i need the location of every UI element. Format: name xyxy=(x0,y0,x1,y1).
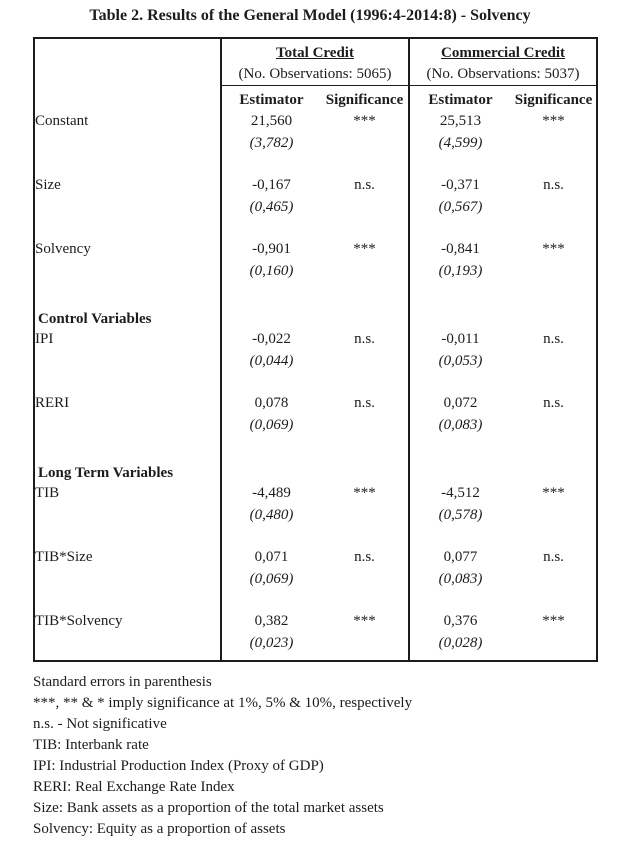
estimator-value: -4,512 xyxy=(409,483,511,505)
spacer-cell xyxy=(321,633,409,655)
section-label: Control Variables xyxy=(38,311,152,327)
significance-value: n.s. xyxy=(543,177,564,193)
row-label: Size xyxy=(35,177,61,193)
estimator-value: 0,072 xyxy=(409,393,511,415)
significance-value: *** xyxy=(353,241,376,257)
section-label: Long Term Variables xyxy=(38,465,174,481)
significance-value: *** xyxy=(542,113,565,129)
significance-value: n.s. xyxy=(543,395,564,411)
corner-cell xyxy=(34,64,221,85)
standard-error: (0,193) xyxy=(409,261,511,283)
estimator-header: Estimator xyxy=(221,85,321,111)
spacer-cell xyxy=(34,633,221,655)
spacer-cell xyxy=(511,133,597,155)
significance-value: n.s. xyxy=(354,549,375,565)
standard-error: (0,053) xyxy=(409,351,511,373)
significance-value: *** xyxy=(353,113,376,129)
note-line: n.s. - Not significative xyxy=(33,716,167,732)
spacer-cell xyxy=(321,569,409,591)
estimator-value: -0,167 xyxy=(221,175,321,197)
note-line: RERI: Real Exchange Rate Index xyxy=(33,779,235,795)
estimator-value: 0,078 xyxy=(221,393,321,415)
significance-value: *** xyxy=(542,613,565,629)
note-line: IPI: Industrial Production Index (Proxy of GDP) xyxy=(33,758,324,774)
spacer-cell xyxy=(321,505,409,527)
standard-error: (4,599) xyxy=(409,133,511,155)
standard-error: (0,069) xyxy=(221,569,321,591)
estimator-value: -4,489 xyxy=(221,483,321,505)
standard-error: (0,567) xyxy=(409,197,511,219)
significance-value: n.s. xyxy=(543,331,564,347)
estimator-value: -0,011 xyxy=(409,329,511,351)
corner-cell xyxy=(34,85,221,111)
spacer-cell xyxy=(34,351,221,373)
standard-error: (0,480) xyxy=(221,505,321,527)
significance-value: *** xyxy=(353,613,376,629)
estimator-value: 0,376 xyxy=(409,611,511,633)
spacer-cell xyxy=(321,261,409,283)
standard-error: (0,083) xyxy=(409,415,511,437)
estimator-value: 25,513 xyxy=(409,111,511,133)
column-group-title: Total Credit xyxy=(276,45,354,61)
spacer-cell xyxy=(511,197,597,219)
standard-error: (0,578) xyxy=(409,505,511,527)
spacer-cell xyxy=(321,415,409,437)
estimator-value: 21,560 xyxy=(221,111,321,133)
significance-value: *** xyxy=(353,485,376,501)
observations-count: (No. Observations: 5037) xyxy=(409,64,597,85)
row-label: IPI xyxy=(35,331,54,347)
standard-error: (0,044) xyxy=(221,351,321,373)
significance-value: n.s. xyxy=(354,331,375,347)
spacer-cell xyxy=(34,133,221,155)
significance-value: n.s. xyxy=(354,395,375,411)
estimator-value: -0,022 xyxy=(221,329,321,351)
significance-value: n.s. xyxy=(354,177,375,193)
spacer-cell xyxy=(321,197,409,219)
spacer-cell xyxy=(321,351,409,373)
column-group-commercial-credit xyxy=(409,38,597,64)
spacer-cell xyxy=(34,197,221,219)
column-group-title: Commercial Credit xyxy=(441,45,565,61)
corner-cell xyxy=(34,38,221,64)
standard-error: (0,160) xyxy=(221,261,321,283)
significance-value: n.s. xyxy=(543,549,564,565)
note-line: Standard errors in parenthesis xyxy=(33,674,212,690)
spacer-cell xyxy=(511,261,597,283)
estimator-value: -0,371 xyxy=(409,175,511,197)
spacer-cell xyxy=(34,505,221,527)
spacer-cell xyxy=(34,415,221,437)
spacer-cell xyxy=(511,505,597,527)
spacer-cell xyxy=(511,569,597,591)
standard-error: (0,465) xyxy=(221,197,321,219)
note-line: TIB: Interbank rate xyxy=(33,737,149,753)
standard-error: (0,028) xyxy=(409,633,511,655)
estimator-value: -0,841 xyxy=(409,239,511,261)
estimator-value: -0,901 xyxy=(221,239,321,261)
estimator-value: 0,077 xyxy=(409,547,511,569)
row-label: RERI xyxy=(35,395,70,411)
spacer-cell xyxy=(511,351,597,373)
row-label: Solvency xyxy=(35,241,91,257)
note-line: Size: Bank assets as a proportion of the total market assets xyxy=(33,800,384,816)
row-label: Constant xyxy=(35,113,89,129)
note-line: Solvency: Equity as a proportion of assets xyxy=(33,821,286,837)
row-label: TIB*Solvency xyxy=(35,613,123,629)
results-table xyxy=(33,37,598,662)
spacer-cell xyxy=(34,569,221,591)
footnotes xyxy=(33,672,620,840)
spacer-cell xyxy=(511,633,597,655)
estimator-header: Estimator xyxy=(409,85,511,111)
note-line: ***, ** & * imply significance at 1%, 5% & 10%, respectively xyxy=(33,695,413,711)
column-group-total-credit xyxy=(221,38,409,64)
significance-value: *** xyxy=(542,485,565,501)
significance-header: Significance xyxy=(321,85,409,111)
estimator-value: 0,382 xyxy=(221,611,321,633)
standard-error: (3,782) xyxy=(221,133,321,155)
row-label: TIB xyxy=(35,485,60,501)
standard-error: (0,069) xyxy=(221,415,321,437)
spacer-cell xyxy=(34,261,221,283)
observations-count: (No. Observations: 5065) xyxy=(221,64,409,85)
spacer-cell xyxy=(511,415,597,437)
table-title: Table 2. Results of the General Model (1996:4-2014:8) - Solvency xyxy=(89,7,531,24)
standard-error: (0,083) xyxy=(409,569,511,591)
significance-header: Significance xyxy=(511,85,597,111)
spacer-cell xyxy=(321,133,409,155)
significance-value: *** xyxy=(542,241,565,257)
row-label: TIB*Size xyxy=(35,549,93,565)
estimator-value: 0,071 xyxy=(221,547,321,569)
standard-error: (0,023) xyxy=(221,633,321,655)
